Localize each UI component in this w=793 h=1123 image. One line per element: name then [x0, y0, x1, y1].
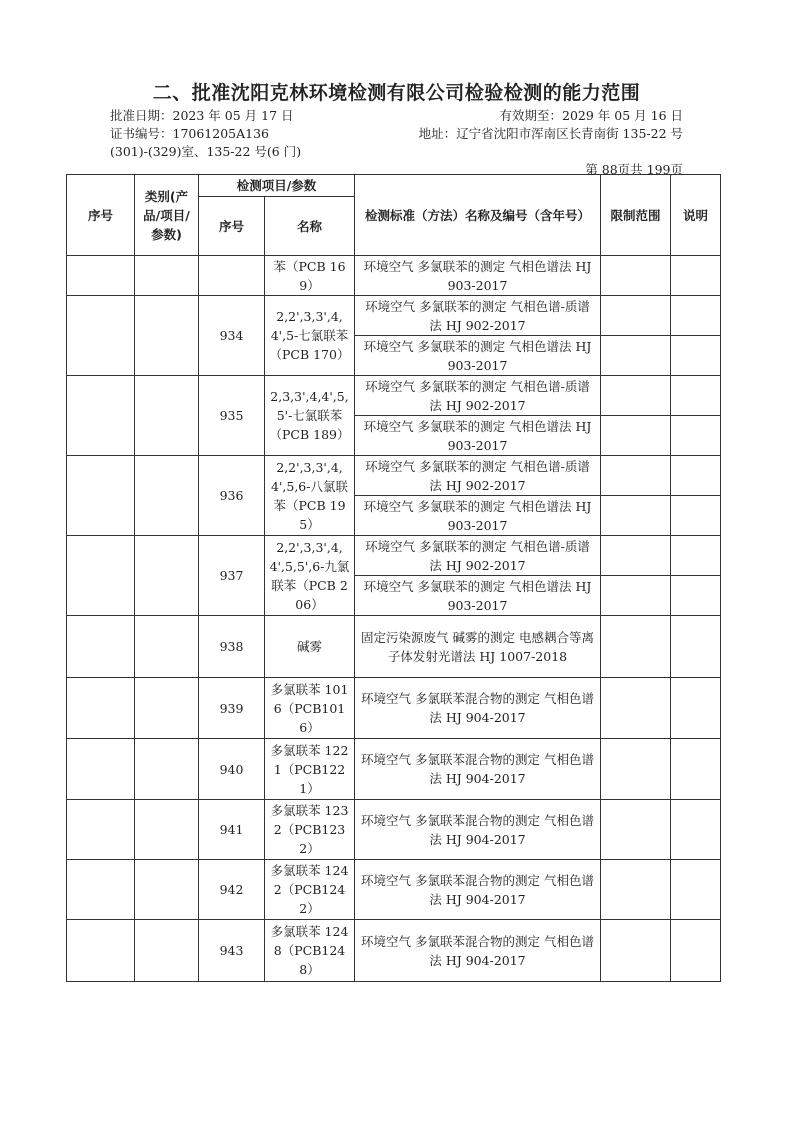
cell-standard: 环境空气 多氯联苯的测定 气相色谱法 HJ 903-2017	[355, 576, 601, 616]
cell-limit	[601, 416, 671, 456]
cell-item-no: 941	[199, 800, 265, 860]
address: 地址：辽宁省沈阳市浑南区长青南街 135-22 号	[418, 126, 683, 141]
cell-seq	[67, 616, 135, 678]
cell-limit	[601, 616, 671, 678]
cell-item-no: 940	[199, 739, 265, 800]
cell-item-no: 943	[199, 920, 265, 982]
col-item-name: 名称	[265, 197, 355, 256]
cell-standard: 环境空气 多氯联苯混合物的测定 气相色谱法 HJ 904-2017	[355, 920, 601, 982]
cell-limit	[601, 456, 671, 496]
col-standard: 检测标准（方法）名称及编号（含年号）	[355, 175, 601, 256]
valid-until: 有效期至：2029 年 05 月 16 日	[499, 108, 683, 123]
col-item-seq: 序号	[199, 197, 265, 256]
cell-remark	[671, 536, 721, 576]
cell-seq	[67, 456, 135, 536]
cell-category	[135, 296, 199, 376]
table-row	[67, 860, 721, 920]
cell-standard: 环境空气 多氯联苯的测定 气相色谱-质谱法 HJ 902-2017	[355, 536, 601, 576]
cell-limit	[601, 536, 671, 576]
cell-remark	[671, 256, 721, 296]
cell-standard: 环境空气 多氯联苯混合物的测定 气相色谱法 HJ 904-2017	[355, 678, 601, 739]
cell-item-name: 2,2',3,3',4,4',5,6-八氯联苯（PCB 195）	[265, 456, 355, 536]
table-row	[67, 739, 721, 800]
cell-remark	[671, 456, 721, 496]
cell-limit	[601, 376, 671, 416]
cell-limit	[601, 296, 671, 336]
cell-remark	[671, 800, 721, 860]
cell-item-name: 多氯联苯 1232（PCB1232）	[265, 800, 355, 860]
page-title: 二、批准沈阳克林环境检测有限公司检验检测的能力范围	[152, 82, 641, 104]
cell-category	[135, 616, 199, 678]
page-number: 第 88页共 199页	[585, 162, 683, 177]
cell-remark	[671, 296, 721, 336]
cell-category	[135, 536, 199, 616]
table-row	[67, 800, 721, 860]
col-category: 类别(产品/项目/参数)	[135, 175, 199, 256]
capability-table	[66, 174, 721, 982]
cell-item-no: 942	[199, 860, 265, 920]
cell-item-no	[199, 256, 265, 296]
cell-category	[135, 800, 199, 860]
cell-limit	[601, 800, 671, 860]
cell-standard: 固定污染源废气 碱雾的测定 电感耦合等离子体发射光谱法 HJ 1007-2018	[355, 616, 601, 678]
cell-item-no: 939	[199, 678, 265, 739]
cell-item-name: 苯（PCB 169）	[265, 256, 355, 296]
cell-item-no: 935	[199, 376, 265, 456]
cell-remark	[671, 860, 721, 920]
table-row	[67, 256, 721, 296]
cell-limit	[601, 496, 671, 536]
cell-remark	[671, 920, 721, 982]
cell-remark	[671, 496, 721, 536]
cell-item-name: 多氯联苯 1242（PCB1242）	[265, 860, 355, 920]
cell-item-name: 多氯联苯 1016（PCB1016）	[265, 678, 355, 739]
table-row	[67, 376, 721, 416]
cell-seq	[67, 920, 135, 982]
cell-standard: 环境空气 多氯联苯混合物的测定 气相色谱法 HJ 904-2017	[355, 860, 601, 920]
col-seq: 序号	[67, 175, 135, 256]
table-row	[67, 920, 721, 982]
cell-remark	[671, 336, 721, 376]
cell-seq	[67, 678, 135, 739]
cell-standard: 环境空气 多氯联苯的测定 气相色谱法 HJ 903-2017	[355, 256, 601, 296]
cell-seq	[67, 376, 135, 456]
col-remark: 说明	[671, 175, 721, 256]
cell-standard: 环境空气 多氯联苯混合物的测定 气相色谱法 HJ 904-2017	[355, 800, 601, 860]
cell-seq	[67, 739, 135, 800]
cell-item-name: 2,2',3,3',4,4',5-七氯联苯（PCB 170）	[265, 296, 355, 376]
cell-standard: 环境空气 多氯联苯的测定 气相色谱法 HJ 903-2017	[355, 336, 601, 376]
address-continued: (301)-(329)室、135-22 号(6 门)	[110, 144, 302, 159]
cell-remark	[671, 576, 721, 616]
cell-category	[135, 739, 199, 800]
cell-remark	[671, 376, 721, 416]
col-items-group: 检测项目/参数	[199, 175, 355, 197]
cell-category	[135, 920, 199, 982]
cell-item-no: 938	[199, 616, 265, 678]
cell-limit	[601, 920, 671, 982]
cell-category	[135, 456, 199, 536]
cell-seq	[67, 800, 135, 860]
cell-limit	[601, 678, 671, 739]
cell-item-no: 936	[199, 456, 265, 536]
cell-item-name: 多氯联苯 1248（PCB1248）	[265, 920, 355, 982]
cell-standard: 环境空气 多氯联苯的测定 气相色谱法 HJ 903-2017	[355, 416, 601, 456]
table-row	[67, 678, 721, 739]
cell-standard: 环境空气 多氯联苯的测定 气相色谱-质谱法 HJ 902-2017	[355, 376, 601, 416]
cell-standard: 环境空气 多氯联苯的测定 气相色谱法 HJ 903-2017	[355, 496, 601, 536]
cell-limit	[601, 576, 671, 616]
col-limit: 限制范围	[601, 175, 671, 256]
table-row	[67, 296, 721, 336]
cell-limit	[601, 256, 671, 296]
table-row	[67, 456, 721, 496]
cell-item-name: 2,3,3',4,4',5,5'-七氯联苯（PCB 189）	[265, 376, 355, 456]
table-row	[67, 616, 721, 678]
cell-standard: 环境空气 多氯联苯的测定 气相色谱-质谱法 HJ 902-2017	[355, 456, 601, 496]
cell-item-no: 937	[199, 536, 265, 616]
cell-remark	[671, 678, 721, 739]
cell-remark	[671, 739, 721, 800]
cell-item-name: 多氯联苯 1221（PCB1221）	[265, 739, 355, 800]
approval-date: 批准日期：2023 年 05 月 17 日	[110, 108, 294, 123]
table-row	[67, 536, 721, 576]
cell-limit	[601, 336, 671, 376]
cert-number: 证书编号：17061205A136	[110, 126, 270, 141]
cell-standard: 环境空气 多氯联苯的测定 气相色谱-质谱法 HJ 902-2017	[355, 296, 601, 336]
cell-category	[135, 678, 199, 739]
cell-remark	[671, 416, 721, 456]
cell-item-name: 2,2',3,3',4,4',5,5',6-九氯联苯（PCB 206）	[265, 536, 355, 616]
cell-seq	[67, 536, 135, 616]
cell-item-no: 934	[199, 296, 265, 376]
cell-seq	[67, 860, 135, 920]
cell-seq	[67, 256, 135, 296]
cell-limit	[601, 860, 671, 920]
cell-category	[135, 376, 199, 456]
cell-remark	[671, 616, 721, 678]
cell-limit	[601, 739, 671, 800]
cell-category	[135, 256, 199, 296]
cell-category	[135, 860, 199, 920]
cell-item-name: 碱雾	[265, 616, 355, 678]
cell-standard: 环境空气 多氯联苯混合物的测定 气相色谱法 HJ 904-2017	[355, 739, 601, 800]
cell-seq	[67, 296, 135, 376]
